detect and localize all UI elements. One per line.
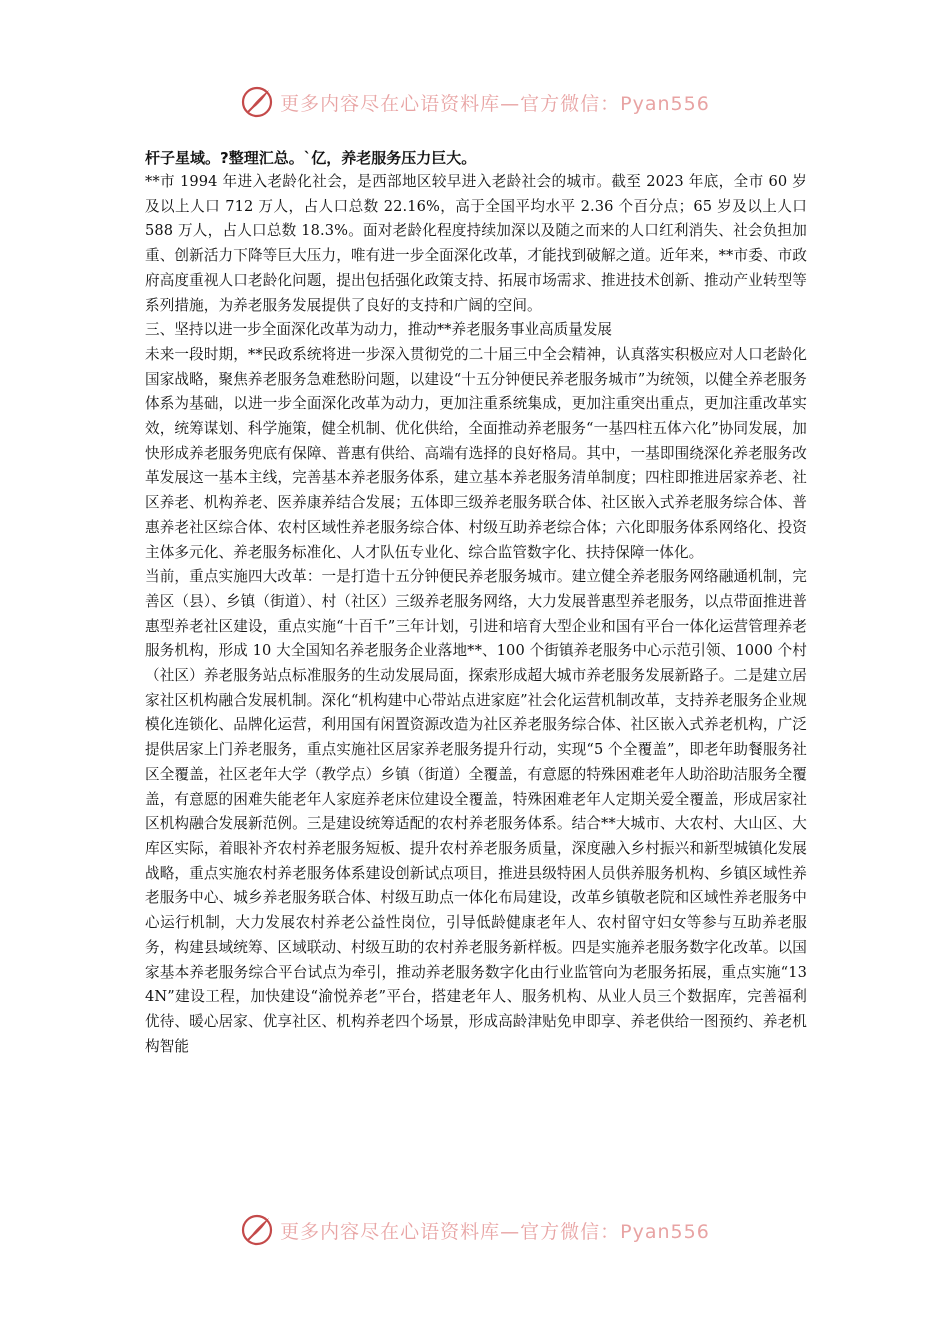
watermark-text: 更多内容尽在心语资料库—官方微信：Pyan556 [280,92,710,115]
paragraph-four-reforms: 当前，重点实施四大改革：一是打造十五分钟便民养老服务城市。建立健全养老服务网络融通机制，完善区（县）、乡镇（街道）、村（社区）三级养老服务网络，大力发展普惠型养老服务，以点带面推进普惠型养老社区建设，重点实施“十百千”三年计划，引进和培育大型企业和国有平台一体化运营管理养老服务机构，形成 10 大全国知名养老服务企业落地**、100 个街镇养老服务中心示范引领、1000 个村（社区）养老服务站点标准服务的生动发展局面，探索形成超大城市养老服务发展新路子。二是建立居家社区机构融合发展机制。深化“机构建中心带站点进家庭”社会化运营机制改革，支持养老服务企业规模化连锁化、品牌化运营，利用国有闲置资源改造为社区养老服务综合体、社区嵌入式养老机构，广泛提供居家上门养老服务，重点实施社区居家养老服务提升行动，实现“5 个全覆盖”，即老年助餐服务社区全覆盖，社区老年大学（教学点）乡镇（街道）全覆盖，有意愿的特殊困难老年人助浴助洁服务全覆盖，有意愿的困难失能老年人家庭养老床位建设全覆盖，特殊困难老年人定期关爱全覆盖，形成居家社区机构融合发展新范例。三是建设统筹适配的农村养老服务体系。结合**大城市、大农村、大山区、大库区实际，着眼补齐农村养老服务短板、提升农村养老服务质量，深度融入乡村振兴和新型城镇化发展战略，重点实施农村养老服务体系建设创新试点项目，推进县级特困人员供养服务机构、乡镇区域性养老服务中心、城乡养老服务联合体、村级互助点一体化布局建设，改革乡镇敬老院和区域性养老服务中心运行机制，大力发展农村养老公益性岗位，引导低龄健康老年人、农村留守妇女等参与互助养老服务，构建县域统筹、区域联动、村级互助的农村养老服务新样板。四是实施养老服务数字化改革。以国家基本养老服务综合平台试点为牵引，推动养老服务数字化由行业监管向为老服务拓展，重点实施“134N”建设工程，加快建设“渝悦养老”平台，搭建老年人、服务机构、从业人员三个数据库，完善福利优待、暖心居家、优享社区、机构养老四个场景，形成高龄津贴免申即享、养老供给一图预约、养老机构智能 [145,568,807,1055]
watermark-text: 更多内容尽在心语资料库—官方微信：Pyan556 [280,1220,710,1243]
document-body [145,146,807,1059]
subheading: 杆子星域。?整理汇总。`亿，养老服务压力巨大。 [145,149,477,167]
section-title: 三、坚持以进一步全面深化改革为动力，推动**养老服务事业高质量发展 [145,321,613,339]
watermark-banner-top [0,82,950,122]
watermark-banner-bottom [0,1210,950,1250]
paragraph-future-plan: 未来一段时期，**民政系统将进一步深入贯彻党的二十届三中全会精神，认真落实积极应对人口老龄化国家战略，聚焦养老服务急难愁盼问题，以建设“十五分钟便民养老服务城市”为统领，以健全养老服务体系为基础，以进一步全面深化改革为动力，更加注重系统集成，更加注重突出重点，更加注重改革实效，统筹谋划、科学施策，健全机制、优化供给，全面推动养老服务“一基四柱五体六化”协同发展，加快形成养老服务兜底有保障、普惠有供给、高端有选择的良好格局。其中，一基即围绕深化养老服务改革发展这一基本主线，完善基本养老服务体系，建立基本养老服务清单制度；四柱即推进居家养老、社区养老、机构养老、医养康养结合发展；五体即三级养老服务联合体、社区嵌入式养老服务综合体、普惠养老社区综合体、农村区域性养老服务综合体、村级互助养老综合体；六化即服务体系网络化、投资主体多元化、养老服务标准化、人才队伍专业化、综合监管数字化、扶持保障一体化。 [145,345,807,561]
quill-logo-icon [240,85,274,119]
paragraph-aging-status: **市 1994 年进入老龄化社会，是西部地区较早进入老龄社会的城市。截至 2023 年底，全市 60 岁及以上人口 712 万人，占人口总数 22.16%，高于全国平均水平 2.36 个百分点；65 岁及以上人口 588 万人，占人口总数 18.3%。面对老龄化程度持续加深以及随之而来的人口红利消失、社会负担加重、创新活力下降等巨大压力，唯有进一步全面深化改革，才能找到破解之道。近年来，**市委、市政府高度重视人口老龄化问题，提出包括强化政策支持、拓展市场需求、推进技术创新、推动产业转型等系列措施，为养老服务发展提供了良好的支持和广阔的空间。 [145,173,807,314]
quill-logo-icon [240,1213,274,1247]
